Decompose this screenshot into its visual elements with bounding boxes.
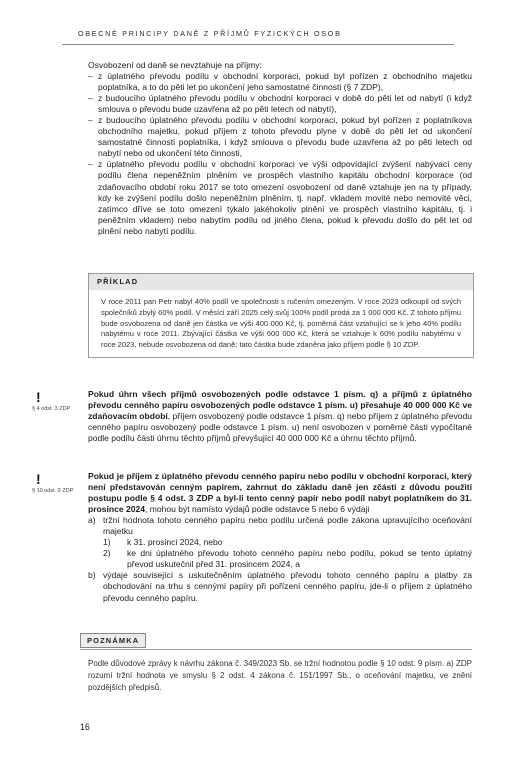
page-number: 16 (80, 722, 90, 732)
list-item: – z úplatného převodu podílu v obchodní korporaci ve výši odpovídající zvýšení nabývací ceny podílu člena nepeněžním plněním ve prospěch vlastního kapitálu obchodní korporace (od zdaňovacího období roku 2017 se toto omezení osvobození od daně vztahuje jen na ty případy, kdy ke zvýšení podílu došlo nepeněžním plněním, tj. např. vkladem movité nebo nemovité věci, zatímco dříve se toto omezení týkalo jakéhokoliv plnění ve prospěch vlastního kapitálu, tj. i peněžním vkladem) nebo nabytím podílu od jiného člena, pokud k převodu došlo do pět let od plnění nebo nabytí podílu. (88, 159, 472, 236)
securities-paragraph (88, 471, 472, 604)
example-label: PŘÍKLAD (89, 274, 473, 290)
example-text: V roce 2011 pan Petr nabyl 40% podíl ve společnosti s ručením omezeným. V roce 2023 odkoupil od svých společníků zbylý 60% podíl. V měsíci září 2025 celý svůj 100% podíl prodá za 1 000 000 Kč. Z tohoto příjmu bude osvobozena od daně jen částka ve výši 400 000 Kč, tj. poměrná část vztahující se k jeho 40% podílu nabytému v roce 2011. Zbývající částka ve výši 600 000 Kč, která se vztahuje k 60% podílu nabytému v roce 2023, nebude osvobozena od daně; tato částka bude zdaněna jako příjem podle § 10 ZDP. (101, 297, 461, 350)
running-header: OBECNÉ PRINCIPY DANĚ Z PŘÍJMŮ FYZICKÝCH OSOB (78, 29, 342, 38)
paragraph-bold-lead: Pokud je příjem z úplatného převodu cenného papíru nebo podílu v obchodní korporaci, který není představován cenným papírem, zahrnut do základu daně jen zčásti z důvodu použití postupu podle § 4 odst. 3 ZDP a byl-li tento cenný papír nebo podíl nabyt poplatníkem do 31. prosince 2024 (88, 471, 472, 515)
header-divider (62, 44, 454, 45)
list-item: – z budoucího úplatného převodu podílu v obchodní korporaci v době do pěti let od nabytí (i když smlouva o převodu bude uzavřena až po pěti letech od nabytí), (88, 93, 472, 115)
list-item: 2) ke dni úplatného převodu tohoto cenného papíru nebo podílu, pokud se tento úplatný převod uskutečnil před 31. prosincem 2024, a (103, 548, 472, 570)
side-reference: § 10 odst. 9 ZDP (32, 488, 74, 494)
note-label: POZNÁMKA (80, 633, 146, 648)
intro-lead: Osvobození od daně se nevztahuje na příjmy: (88, 60, 262, 70)
important-marker: ! (36, 389, 41, 405)
threshold-paragraph (88, 389, 472, 444)
list-item: – z úplatného převodu podílu v obchodní korporaci, pokud byl pořízen z obchodního majetku poplatníka, a to do pěti let po ukončení jeho samostatné činnosti (§ 7 ZDP), (88, 71, 472, 93)
paragraph-bold-lead: Pokud úhrn všech příjmů osvobozených podle odstavce 1 písm. q) a příjmů z úplatného převodu cenného papíru osvobozených podle odstavce 1 písm. u) přesahuje 40 000 000 Kč ve zdaňovacím období (88, 389, 472, 422)
paragraph-rest: , příjem osvobozený podle odstavce 1 písm. q) nebo příjem z úplatného převodu cenného papíru osvobozený podle odstavce 1 písm. u) není osvobozen v poměrné části vypočítané podle podílu části úhrnu těchto příjmů převyšující 40 000 000 Kč a úhrnu těchto příjmů. (88, 411, 472, 444)
list-item: 1) k 31. prosinci 2024, nebo (103, 537, 223, 548)
paragraph-rest: , mohou být namísto výdajů podle odstavce 5 nebo 6 výdaji (145, 504, 370, 515)
intro-section (88, 60, 472, 237)
note-text: Podle důvodové zprávy k návrhu zákona č. 349/2023 Sb. se tržní hodnotou podle § 10 odst. 9 písm. a) ZDP rozumí tržní hodnota ve smyslu § 2 odst. 4 zákona č. 151/1997 Sb., o oceňování majetku, ve znění pozdějších předpisů. (88, 659, 472, 692)
list-item: – z budoucího úplatného převodu podílu v obchodní korporaci, pokud byl pořízen z poplatníkova obchodního majetku, pokud příjem z tohoto převodu plyne v době do pěti let od ukončení samostatné činnosti poplatníka, i když smlouva o převodu bude uzavřena až po pěti letech od nabytí nebo od ukončení této činnosti, (88, 115, 472, 159)
list-item: a) tržní hodnota tohoto cenného papíru nebo podílu určená podle zákona upravujícího oceňování majetku (88, 515, 472, 537)
note-divider (80, 649, 472, 650)
list-item: b) výdaje související s uskutečněním úplatného převodu tohoto cenného papíru a platby za obchodování na trhu s cennými papíry při pořízení cenného papíru, jde-li o příjem z úplatného převodu cenného papíru. (88, 570, 472, 603)
exclusion-list (88, 71, 472, 237)
important-marker: ! (36, 471, 41, 487)
example-box (88, 273, 474, 358)
side-reference: § 4 odst. 3 ZDP (32, 406, 71, 412)
